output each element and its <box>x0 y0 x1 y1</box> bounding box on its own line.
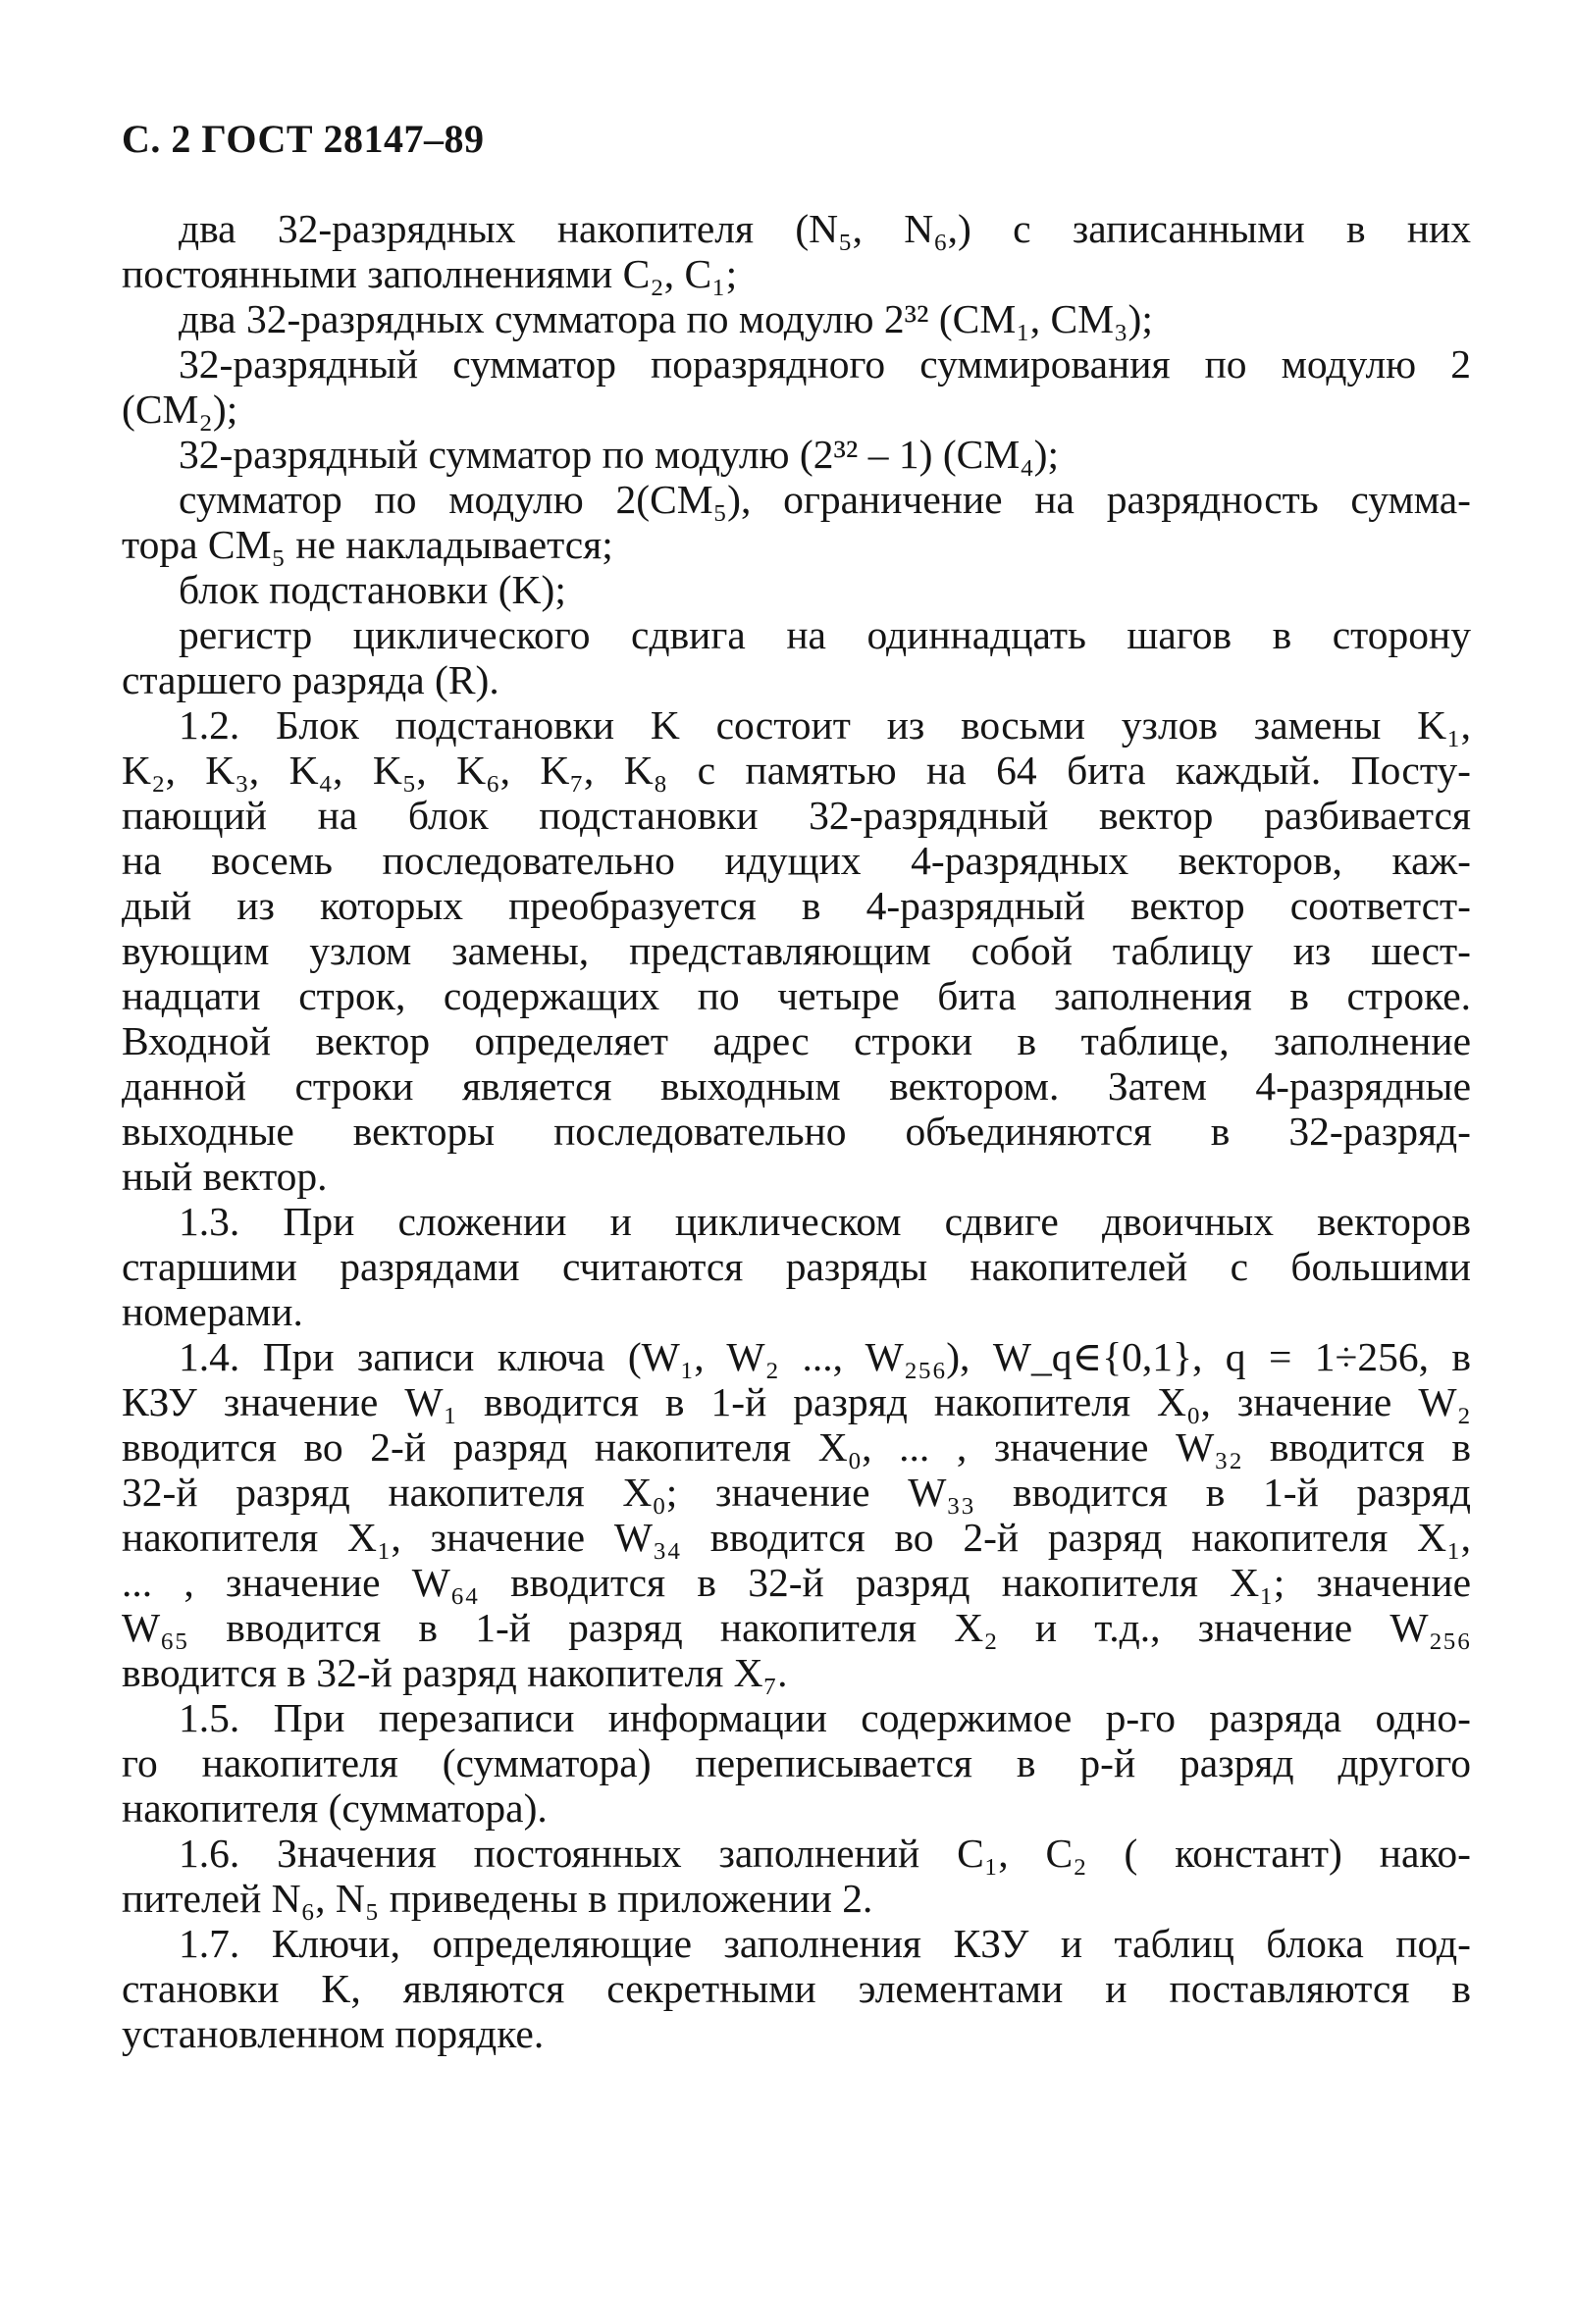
text-line: 32-разрядный сумматор по модулю (2³² – 1) (CM₄); <box>179 432 1060 477</box>
text-line: ный вектор. <box>122 1154 328 1199</box>
text-line: номерами. <box>122 1289 303 1334</box>
text-line: два 32-разрядных сумматора по модулю 2³² (CM₁, CM₃); <box>179 296 1153 341</box>
text-line: 32-й разряд накопителя X₀; значение W₃₃ вводится в 1-й разряд <box>122 1470 1471 1515</box>
text-line: пителей N₆, N₅ приведены в приложении 2. <box>122 1876 873 1921</box>
text-line: блок подстановки (K); <box>179 567 566 612</box>
text-line: 1.4. При записи ключа (W₁, W₂ ..., W₂₅₆), W_q∈{0,1}, q = 1÷256, в <box>179 1334 1471 1379</box>
text-line: вующим узлом замены, представляющим собой таблицу из шест- <box>122 928 1471 973</box>
text-line: пающий на блок подстановки 32-разрядный вектор разбивается <box>122 793 1471 838</box>
page-header: С. 2 ГОСТ 28147–89 <box>122 117 485 161</box>
text-line: данной строки является выходным вектором. Затем 4-разрядные <box>122 1063 1471 1109</box>
text-line: надцати строк, содержащих по четыре бита заполнения в строке. <box>122 973 1471 1018</box>
text-line: W₆₅ вводится в 1-й разряд накопителя X₂ и т.д., значение W₂₅₆ <box>122 1605 1471 1650</box>
text-line: регистр циклического сдвига на одиннадцать шагов в сторону <box>179 612 1471 657</box>
text-line: 1.5. При перезаписи информации содержимое p-го разряда одно- <box>179 1695 1471 1740</box>
text-line: Входной вектор определяет адрес строки в таблице, заполнение <box>122 1018 1471 1063</box>
text-line: вводится в 32-й разряд накопителя X₇. <box>122 1650 788 1695</box>
text-line: 1.2. Блок подстановки K состоит из восьми узлов замены K₁, <box>179 702 1471 748</box>
text-line: выходные векторы последовательно объединяются в 32-разряд- <box>122 1109 1471 1154</box>
text-line: дый из которых преобразуется в 4-разрядный вектор соответст- <box>122 883 1471 928</box>
text-line: два 32-разрядных накопителя (N₅, N₆,) с записанными в них <box>179 206 1471 251</box>
text-line: становки K, являются секретными элементами и поставляются в <box>122 1966 1471 2011</box>
document-body <box>122 206 1471 2056</box>
text-line: старшего разряда (R). <box>122 657 499 702</box>
text-line: го накопителя (сумматора) переписывается в p-й разряд другого <box>122 1740 1471 1785</box>
text-line: 32-разрядный сумматор поразрядного суммирования по модулю 2 <box>179 341 1471 387</box>
text-line: тора CM₅ не накладывается; <box>122 522 613 567</box>
text-line: K₂, K₃, K₄, K₅, K₆, K₇, K₈ с памятью на 64 бита каждый. Посту- <box>122 748 1471 793</box>
text-line: постоянными заполнениями C₂, C₁; <box>122 251 738 296</box>
text-line: 1.7. Ключи, определяющие заполнения КЗУ и таблиц блока под- <box>179 1921 1471 1966</box>
text-line: установленном порядке. <box>122 2011 545 2056</box>
text-line: накопителя (сумматора). <box>122 1785 548 1831</box>
text-line: накопителя X₁, значение W₃₄ вводится во 2-й разряд накопителя X₁, <box>122 1515 1471 1560</box>
text-line: 1.6. Значения постоянных заполнений C₁, C₂ ( констант) нако- <box>179 1831 1471 1876</box>
text-line: 1.3. При сложении и циклическом сдвиге двоичных векторов <box>179 1199 1471 1244</box>
text-line: (CM₂); <box>122 387 238 432</box>
text-line: КЗУ значение W₁ вводится в 1-й разряд накопителя X₀, значение W₂ <box>122 1379 1471 1424</box>
text-line: ... , значение W₆₄ вводится в 32-й разряд накопителя X₁; значение <box>122 1560 1471 1605</box>
text-line: на восемь последовательно идущих 4-разрядных векторов, каж- <box>122 838 1471 883</box>
text-line: старшими разрядами считаются разряды накопителей с большими <box>122 1244 1471 1289</box>
text-line: сумматор по модулю 2(CM₅), ограничение на разрядность сумма- <box>179 477 1471 522</box>
text-line: вводится во 2-й разряд накопителя X₀, ... , значение W₃₂ вводится в <box>122 1424 1471 1470</box>
